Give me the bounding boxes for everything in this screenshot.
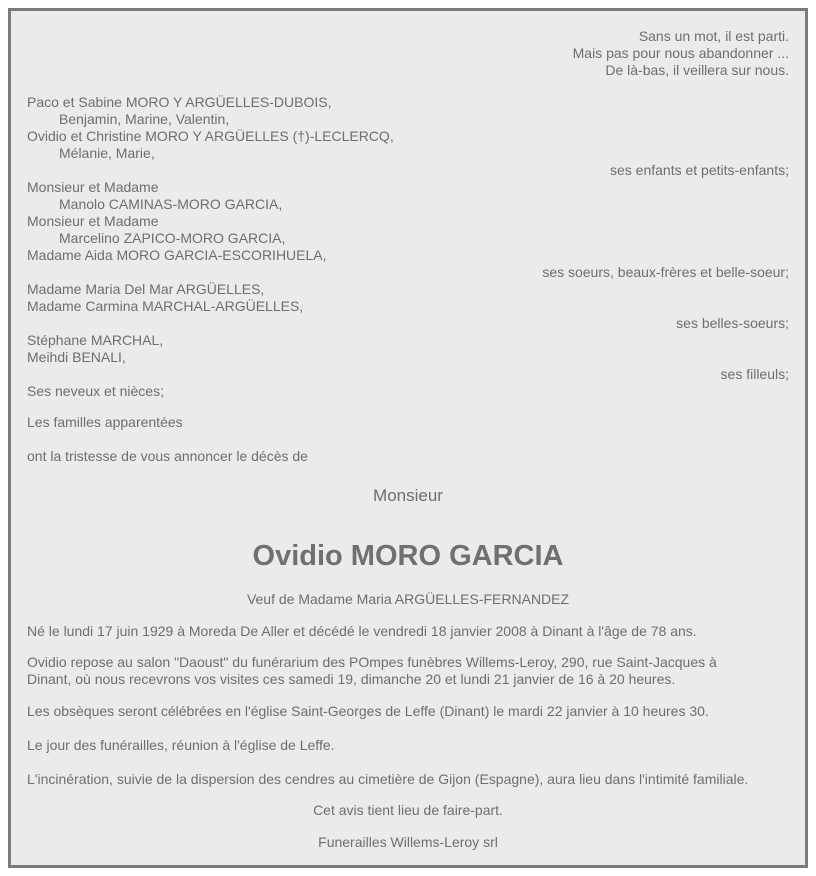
birth-death-line: Né le lundi 17 juin 1929 à Moreda De Aller et décédé le vendredi 18 janvier 2008 à Dinant à l'âge de 78 ans. (27, 623, 697, 639)
family-member: Paco et Sabine MORO Y ARGÜELLES-DUBOIS, (27, 94, 332, 110)
widower-line: Veuf de Madame Maria ARGÜELLES-FERNANDEZ (246, 591, 570, 607)
family-role: ses belles-soeurs; (676, 315, 789, 331)
obituary-notice (8, 8, 808, 868)
related-families-line: Les familles apparentées (27, 414, 183, 430)
notice-line: Cet avis tient lieu de faire-part. (313, 802, 503, 818)
poem-line: De là-bas, il veillera sur nous. (605, 62, 789, 78)
poem-line: Sans un mot, il est parti. (638, 28, 789, 44)
deceased-name: Ovidio MORO GARCIA (252, 540, 564, 572)
cremation-line: L'incinération, suivie de la dispersion des cendres au cimetière de Gijon (Espagne), aura lieu dans l'intimité familiale. (27, 771, 749, 787)
family-member: Madame Maria Del Mar ARGÜELLES, (27, 281, 265, 297)
family-member: Manolo CAMINAS-MORO GARCIA, (59, 196, 283, 212)
funeral-line: Les obsèques seront célébrées en l'église Saint-Georges de Leffe (Dinant) le mardi 22 janvier à 10 heures 30. (27, 703, 709, 719)
family-member: Madame Aida MORO GARCIA-ESCORIHUELA, (27, 247, 327, 263)
family-member: Monsieur et Madame (27, 213, 159, 229)
family-role: ses filleuls; (720, 366, 789, 382)
family-member: Benjamin, Marine, Valentin, (59, 111, 230, 127)
nephews-line: Ses neveux et nièces; (27, 383, 164, 399)
family-member: Stéphane MARCHAL, (27, 332, 164, 348)
family-member: Mélanie, Marie, (59, 145, 155, 161)
family-member: Madame Carmina MARCHAL-ARGÜELLES, (27, 298, 304, 314)
family-role: ses enfants et petits-enfants; (610, 162, 789, 178)
funeral-company: Funerailles Willems-Leroy srl (318, 834, 498, 850)
announcement-line: ont la tristesse de vous annoncer le décès de (27, 448, 308, 464)
rest-line: Ovidio repose au salon "Daoust" du funérarium des POmpes funèbres Willems-Leroy, 290, rue Saint-Jacques à (27, 654, 717, 670)
family-member: Monsieur et Madame (27, 179, 159, 195)
gathering-line: Le jour des funérailles, réunion à l'église de Leffe. (27, 737, 335, 753)
rest-line: Dinant, où nous recevrons vos visites ces samedi 19, dimanche 20 et lundi 21 janvier de 16 à 20 heures. (27, 671, 676, 687)
poem-line: Mais pas pour nous abandonner ... (572, 45, 789, 61)
family-member: Meihdi BENALI, (27, 349, 126, 365)
family-role: ses soeurs, beaux-frères et belle-soeur; (542, 264, 789, 280)
family-member: Ovidio et Christine MORO Y ARGÜELLES (†)-LECLERCQ, (27, 128, 394, 144)
family-member: Marcelino ZAPICO-MORO GARCIA, (59, 230, 286, 246)
deceased-title: Monsieur (373, 486, 443, 505)
